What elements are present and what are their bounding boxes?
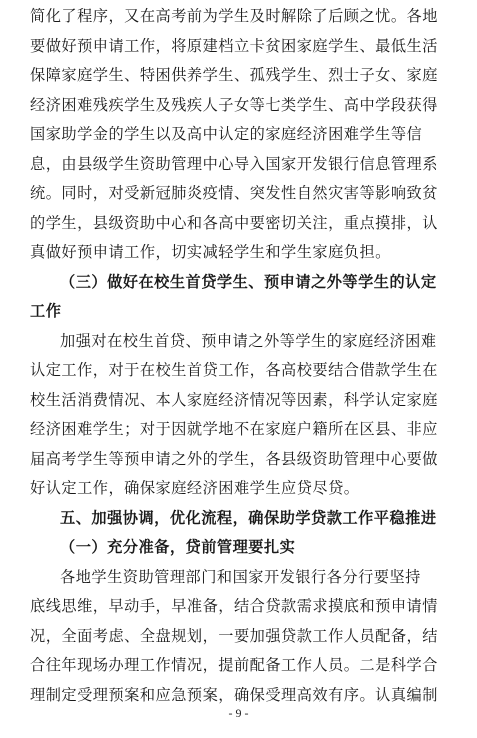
paragraph-line: 况，全面考虑、全盘规划，一要加强贷款工作人员配备，结 <box>30 626 438 645</box>
paragraph-line: 简化了程序，又在高考前为学生及时解除了后顾之忧。各地 <box>30 7 438 25</box>
paragraph-line: 经济困难学生；对于因就学地不在家庭户籍所在区县、非应 <box>30 420 438 438</box>
paragraph-line: 国家助学金的学生以及高中认定的家庭经济困难学生等信 <box>30 125 423 143</box>
section-heading-3: （三）做好在校生首贷学生、预申请之外等学生的认定 <box>60 272 437 291</box>
paragraph-line: 合往年现场办理工作情况，提前配备工作人员。二是科学合 <box>30 656 438 674</box>
paragraph-line: 理制定受理预案和应急预案，确保受理高效有序。认真编制 <box>30 685 438 704</box>
paragraph-line: 统。同时，对受新冠肺炎疫情、突发性自然灾害等影响致贫 <box>30 184 438 202</box>
page-number: - 9 - <box>228 706 249 720</box>
section-heading-5: 五、加强协调，优化流程，确保助学贷款工作平稳推进 <box>60 508 437 527</box>
paragraph-line: 底线思维，早动手，早准备，结合贷款需求摸底和预申请情 <box>30 597 438 615</box>
paragraph-line: 真做好预申请工作，切实减轻学生和学生家庭负担。 <box>30 243 391 261</box>
document-body <box>30 2 452 710</box>
paragraph-line: 好认定工作，确保家庭经济困难学生应贷尽贷。 <box>30 479 360 497</box>
paragraph-line: 各地学生资助管理部门和国家开发银行各分行要坚持 <box>60 567 421 586</box>
paragraph-line: 认定工作，对于在校生首贷工作，各高校要结合借款学生在 <box>30 361 438 379</box>
paragraph-line: 届高考学生等预申请之外的学生，各县级资助管理中心要做 <box>30 449 438 468</box>
paragraph-line: 加强对在校生首贷、预申请之外等学生的家庭经济困难 <box>60 331 437 350</box>
paragraph-line: 保障家庭学生、特困供养学生、孤残学生、烈士子女、家庭 <box>30 66 438 84</box>
paragraph-line: 息，由县级学生资助管理中心导入国家开发银行信息管理系 <box>30 154 438 173</box>
paragraph-line: 经济困难残疾学生及残疾人子女等七类学生、高中学段获得 <box>30 95 438 114</box>
paragraph-line: 要做好预申请工作，将原建档立卡贫困家庭学生、最低生活 <box>30 36 438 55</box>
paragraph-line: 的学生，县级资助中心和各高中要密切关注，重点摸排，认 <box>30 213 438 232</box>
section-heading-3-cont: 工作 <box>30 302 62 320</box>
subsection-heading-5-1: （一）充分准备，贷前管理要扎实 <box>60 538 296 556</box>
paragraph-line: 校生活消费情况、本人家庭经济情况等因素，科学认定家庭 <box>30 390 438 409</box>
